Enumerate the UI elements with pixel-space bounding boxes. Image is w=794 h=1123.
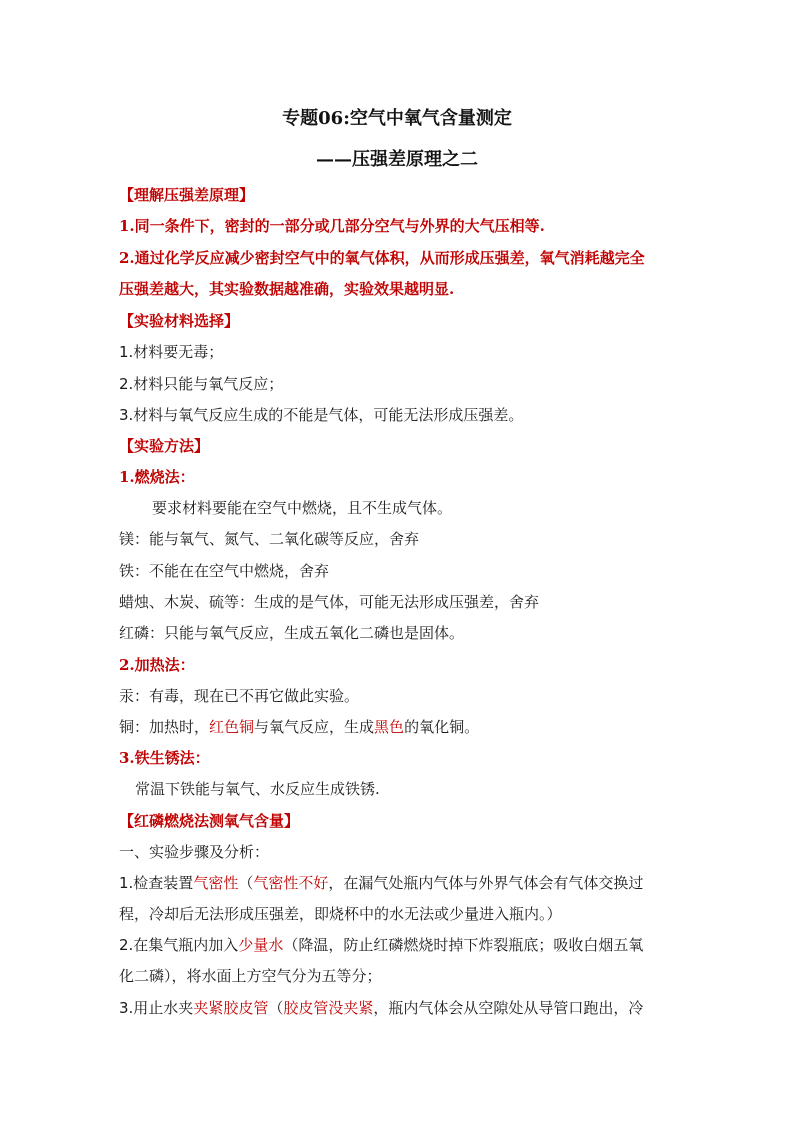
material-item-3: 3.材料与氧气反应生成的不能是气体，可能无法形成压强差。 [119, 406, 524, 424]
step-1-text-b: （ [238, 874, 254, 892]
copper-red-copper: 红色铜 [209, 718, 255, 736]
principle-point-2-line-2: 压强差越大，其实验数据越准确，实验效果越明显. [119, 280, 455, 298]
method-1-iron: 铁：不能在在空气中燃烧，舍弃 [119, 562, 330, 580]
step-1-line-2: 程，冷却后无法形成压强差，即烧杯中的水无法或少量进入瓶内。） [119, 905, 562, 923]
method-2-copper [119, 717, 689, 737]
step-3-tube-not-clamped: 胶皮管没夹紧 [283, 999, 374, 1017]
step-3-clamp-tube: 夹紧胶皮管 [193, 999, 269, 1017]
method-2-title: 2.加热法： [119, 656, 195, 674]
step-1-text-a: 1.检查装置 [119, 874, 194, 892]
method-3-title: 3.铁生锈法： [119, 749, 210, 767]
copper-text-a: 铜：加热时， [119, 718, 210, 736]
method-1-magnesium: 镁：能与氧气、氮气、二氧化碳等反应，舍弃 [119, 530, 420, 548]
step-1-poor-airtightness: 气密性不好 [253, 874, 329, 892]
method-3-description: 常温下铁能与氧气、水反应生成铁锈. [135, 780, 380, 798]
step-3-text-c: ，瓶内气体会从空隙处从导管口跑出，冷 [373, 999, 644, 1017]
principle-point-1: 1.同一条件下，密封的一部分或几部分空气与外界的大气压相等. [119, 217, 545, 235]
step-3-text-b: （ [268, 999, 284, 1017]
section-heading-materials: 【实验材料选择】 [119, 312, 240, 330]
step-1-line-1 [119, 873, 689, 893]
method-1-candle: 蜡烛、木炭、硫等：生成的是气体，可能无法形成压强差，舍弃 [119, 593, 540, 611]
principle-point-2-line-1: 2.通过化学反应减少密封空气中的氧气体积，从而形成压强差，氧气消耗越完全 [119, 249, 645, 267]
step-3-text-a: 3.用止水夹 [119, 999, 194, 1017]
page-title: 专题06:空气中氧气含量测定 [282, 108, 512, 129]
step-2-line-2: 化二磷），将水面上方空气分为五等分； [119, 967, 382, 985]
method-1-title: 1.燃烧法： [119, 468, 195, 486]
section-heading-principle: 【理解压强差原理】 [119, 186, 255, 204]
step-1-text-c: ，在漏气处瓶内气体与外界气体会有气体交换过 [328, 874, 644, 892]
copper-text-c: 的氧化铜。 [404, 718, 480, 736]
step-3-line-1 [119, 998, 689, 1018]
method-1-red-phosphorus: 红磷：只能与氧气反应，生成五氧化二磷也是固体。 [119, 624, 465, 642]
step-2-text-a: 2.在集气瓶内加入 [119, 936, 239, 954]
step-1-airtightness: 气密性 [193, 874, 239, 892]
method-2-mercury: 汞：有毒，现在已不再它做此实验。 [119, 687, 360, 705]
steps-title: 一、实验步骤及分析： [119, 843, 270, 861]
page-subtitle: ——压强差原理之二 [316, 149, 478, 170]
material-item-1: 1.材料要无毒； [119, 343, 224, 361]
copper-black: 黑色 [374, 718, 405, 736]
section-heading-methods: 【实验方法】 [119, 437, 210, 455]
step-2-line-1 [119, 935, 689, 955]
copper-text-b: 与氧气反应，生成 [254, 718, 375, 736]
material-item-2: 2.材料只能与氧气反应； [119, 375, 284, 393]
step-2-text-b: （降温，防止红磷燃烧时掉下炸裂瓶底；吸收白烟五氧 [283, 936, 644, 954]
step-2-little-water: 少量水 [238, 936, 284, 954]
method-1-description: 要求材料要能在空气中燃烧，且不生成气体。 [152, 499, 453, 517]
section-heading-red-phosphorus: 【红磷燃烧法测氧气含量】 [119, 812, 300, 830]
